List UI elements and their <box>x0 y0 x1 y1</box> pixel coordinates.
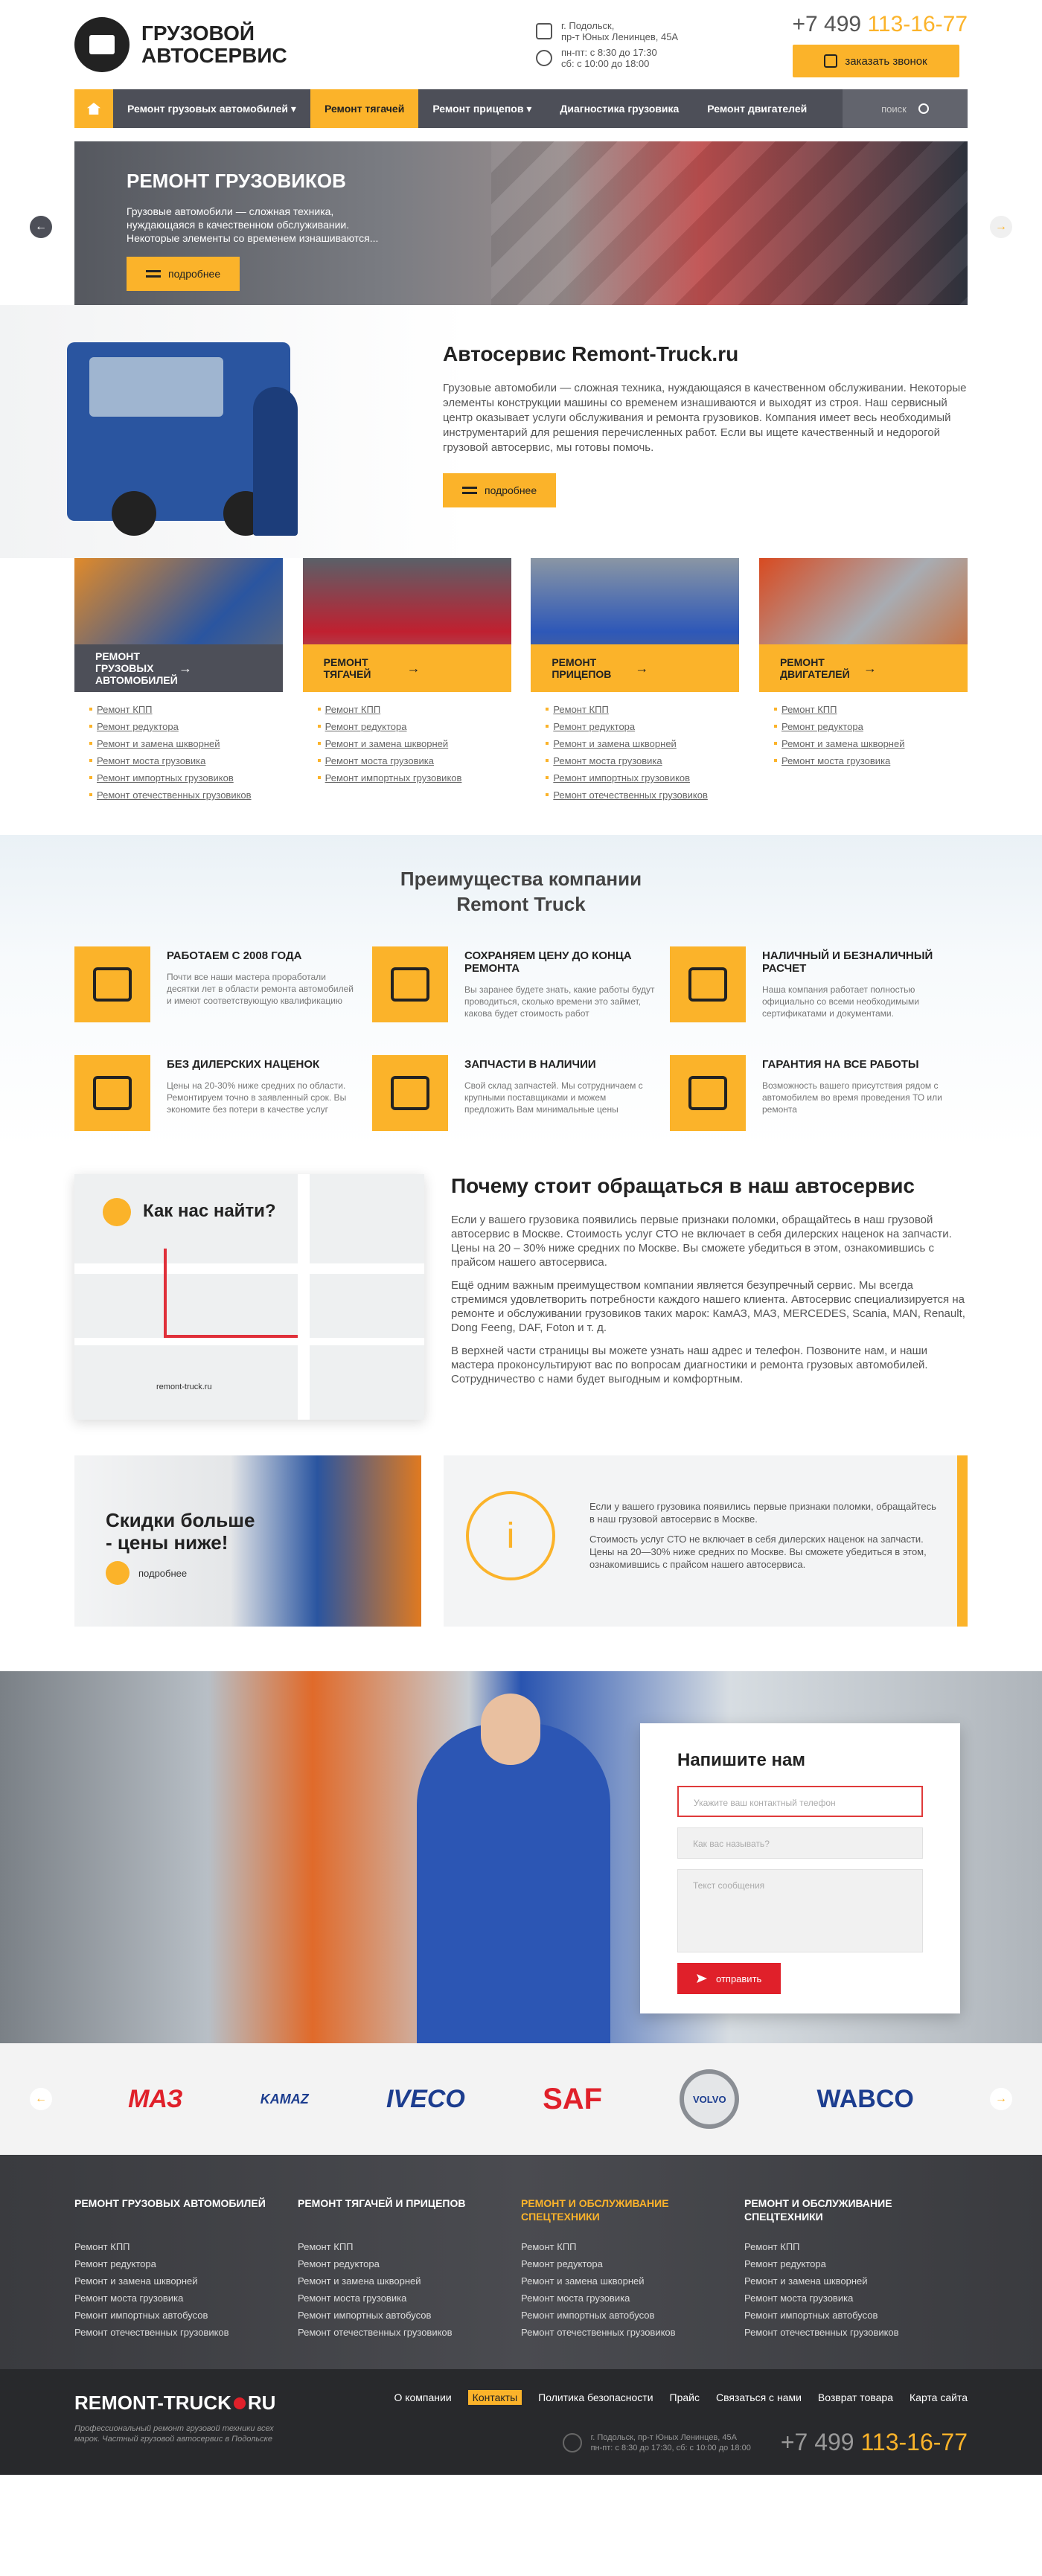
footer-link[interactable]: Ремонт КПП <box>744 2241 800 2252</box>
service-image[interactable] <box>303 558 511 692</box>
service-card <box>759 558 968 804</box>
service-link[interactable]: Ремонт КПП <box>774 701 968 718</box>
search-input[interactable]: поиск <box>843 89 968 128</box>
footer-link[interactable]: Ремонт моста грузовика <box>521 2293 630 2304</box>
advantages-title: Преимущества компании <box>400 868 642 890</box>
brand-volvo[interactable]: VOLVO <box>680 2069 739 2129</box>
building-icon <box>536 23 552 39</box>
hours-saturday: сб: с 10:00 до 18:00 <box>561 58 650 69</box>
discount-more-link[interactable]: подробнее <box>106 1561 187 1585</box>
service-link[interactable]: Ремонт редуктора <box>774 718 968 735</box>
info-paragraph: Если у вашего грузовика появились первые признаки поломки, обращайтесь в наш грузовой автосервис в Москве. <box>589 1501 936 1525</box>
about-text: Грузовые автомобили — сложная техника, нуждающаяся в качественном обслуживании. Некоторые элементы конструкции машины со временем изнашиваются и выходят из строя. Наш сервисный центр оказывает услуги обслуживания и ремонта грузовиков. Компания имеет весь необходимый инструментарий для решения перечисленных работ. Если вы ищете качественный и недорогой грузовой автосервис, мы готовы помочь. <box>443 382 967 454</box>
location-pin-icon <box>563 2433 582 2452</box>
service-link[interactable]: Ремонт редуктора <box>89 718 283 735</box>
arrow-right-icon: → <box>635 660 649 676</box>
advantage-text: Вы заранее будете знать, какие работы будут проводиться, сколько времени это займет, какова будет стоимость работ <box>464 984 655 1019</box>
footer-tagline: Профессиональный ремонт грузовой техники всех марок. Частный грузовой автосервис в Подольске <box>74 2424 274 2444</box>
footer-link[interactable]: Ремонт КПП <box>298 2241 354 2252</box>
clock-icon <box>536 50 552 66</box>
footer-link[interactable]: Ремонт моста грузовика <box>298 2293 407 2304</box>
logo-line2: АВТОСЕРВИС <box>141 44 287 67</box>
footer-column <box>74 2197 298 2341</box>
advantage-title: БЕЗ ДИЛЕРСКИХ НАЦЕНОК <box>167 1058 320 1071</box>
hero-more-button[interactable]: подробнее <box>127 257 240 291</box>
hero-next-arrow[interactable]: → <box>990 216 1012 238</box>
piggy-bank-icon <box>74 1055 150 1131</box>
service-link[interactable]: Ремонт импортных грузовиков <box>546 769 739 786</box>
form-title: Напишите нам <box>677 1750 806 1770</box>
logo-line1: ГРУЗОВОЙ <box>141 22 255 45</box>
nav-item-engines[interactable]: Ремонт двигателей <box>707 103 808 115</box>
piston-icon <box>372 1055 448 1131</box>
card-payment-icon <box>670 946 746 1022</box>
about-title: Автосервис Remont-Truck.ru <box>443 342 739 365</box>
discount-title: Скидки больше <box>106 1509 255 1531</box>
footer-menu-item[interactable]: О компании <box>394 2391 452 2403</box>
list-arrow-icon <box>462 487 477 494</box>
about-more-button[interactable]: подробнее <box>443 473 556 507</box>
why-paragraph: В верхней части страницы вы можете узнать наш адрес и телефон. Позвоните нам, и наши мастера проконсультируют вас по вопросам диагностики и ремонта грузовых автомобилей. Сотрудничество с нами будет выгодным и комфортным. <box>451 1345 928 1385</box>
footer-link[interactable]: Ремонт импортных автобусов <box>74 2310 208 2321</box>
map-title: Как нас найти? <box>143 1201 276 1221</box>
footer-menu-item[interactable]: Карта сайта <box>910 2391 968 2403</box>
footer-menu-item[interactable]: Связаться с нами <box>716 2391 802 2403</box>
arrow-right-icon: → <box>863 660 877 676</box>
hero-slider <box>74 141 968 305</box>
footer-menu <box>387 2391 968 2405</box>
advantage-text: Цены на 20-30% ниже средних по области. Ремонтируем точно в заявленный срок. Вы экономите без потери в качестве услуг <box>167 1080 347 1115</box>
home-icon <box>87 103 100 115</box>
send-button[interactable]: отправить <box>677 1963 781 1994</box>
advantage-text: Свой склад запчастей. Мы сотрудничаем с крупными поставщиками и можем предложить Вам минимальные цены <box>464 1080 643 1115</box>
advantage-item <box>372 1055 670 1131</box>
message-field[interactable]: Текст сообщения <box>677 1869 923 1952</box>
footer-column-title: РЕМОНТ И ОБСЛУЖИВАНИЕ СПЕЦТЕХНИКИ <box>521 2197 669 2223</box>
service-link[interactable]: Ремонт и замена шкворней <box>318 735 511 752</box>
service-label[interactable]: РЕМОНТ ГРУЗОВЫХ АВТОМОБИЛЕЙ → <box>74 644 283 692</box>
footer-logo[interactable]: REMONT-TRUCK RU <box>74 2391 276 2414</box>
footer-link[interactable]: Ремонт редуктора <box>521 2258 603 2269</box>
footer-hours: пн-пт: с 8:30 до 17:30, сб: с 10:00 до 18:00 <box>590 2443 751 2452</box>
service-link[interactable]: Ремонт моста грузовика <box>774 752 968 769</box>
name-field[interactable]: Как вас называть? <box>677 1827 923 1859</box>
footer-column-title: РЕМОНТ ГРУЗОВЫХ АВТОМОБИЛЕЙ <box>74 2197 266 2209</box>
footer-link[interactable]: Ремонт редуктора <box>744 2258 826 2269</box>
footer-link[interactable]: Ремонт КПП <box>521 2241 577 2252</box>
service-image[interactable] <box>759 558 968 692</box>
brand-kamaz[interactable]: KAMAZ <box>260 2091 309 2106</box>
footer-link[interactable]: Ремонт и замена шкворней <box>744 2275 868 2287</box>
advantages-subtitle: Remont Truck <box>456 893 586 915</box>
hours-weekday: пн-пт: с 8:30 до 17:30 <box>561 47 657 58</box>
phone-icon <box>824 54 837 68</box>
footer-column <box>744 2197 968 2341</box>
advantage-text: Почти все наши мастера проработали десятки лет в области ремонта автомобилей и имеют соответствующую квалификацию <box>167 972 354 1006</box>
advantage-title: ГАРАНТИЯ НА ВСЕ РАБОТЫ <box>762 1058 919 1071</box>
site-header <box>74 0 968 89</box>
service-link[interactable]: Ремонт КПП <box>546 701 739 718</box>
mechanic-photo <box>417 1723 610 2043</box>
advantage-title: РАБОТАЕМ С 2008 ГОДА <box>167 949 302 962</box>
send-icon <box>697 1974 707 1983</box>
service-image[interactable] <box>531 558 739 692</box>
discount-section <box>74 1455 968 1627</box>
callback-button[interactable]: заказать звонок <box>793 45 959 77</box>
info-paragraph: Стоимость услуг СТО не включает в себя дилерских наценок на запчасти. Цены на 20—30% ниже средних по Москве. Вы сможете убедиться в этом, ознакомившись с прайсом нашего автосервиса. <box>589 1534 927 1570</box>
service-link[interactable]: Ремонт и замена шкворней <box>546 735 739 752</box>
advantage-item <box>670 946 968 1022</box>
why-section <box>74 1174 968 1427</box>
service-label[interactable]: РЕМОНТ ПРИЦЕПОВ → <box>531 644 739 692</box>
brand-iveco[interactable]: IVECO <box>386 2084 465 2113</box>
red-dot-icon <box>234 2397 246 2409</box>
logo[interactable] <box>74 17 536 72</box>
why-paragraph: Ещё одним важным преимуществом компании является безупречный сервис. Мы всегда стремимся удовлетворить потребности каждого нашего клиента. Автосервис специализируется на ремонте и обслуживании грузовиков таких марок: КамАЗ, МАЗ, MERCEDES, Scania, MAN, Renault, Dong Feeng, DAF, Foton и т. д. <box>451 1279 965 1334</box>
phone-field[interactable]: Укажите ваш контактный телефон <box>677 1786 923 1817</box>
service-card <box>531 558 739 804</box>
service-link[interactable]: Ремонт моста грузовика <box>546 752 739 769</box>
brands-prev-arrow[interactable]: ← <box>30 2088 52 2110</box>
brands-carousel <box>0 2043 1042 2155</box>
footer-menu-item[interactable]: Контакты <box>468 2390 522 2405</box>
city: г. Подольск, <box>561 20 615 31</box>
why-title: Почему стоит обращаться в наш автосервис <box>451 1174 915 1197</box>
footer-link[interactable]: Ремонт и замена шкворней <box>521 2275 645 2287</box>
contact-form <box>640 1723 960 2013</box>
nav-item-tractors[interactable]: Ремонт тягачей <box>310 89 418 128</box>
footer-column <box>298 2197 521 2341</box>
map-pin-icon <box>103 1198 131 1226</box>
footer-link[interactable]: Ремонт и замена шкворней <box>74 2275 198 2287</box>
footer-link[interactable]: Ремонт и замена шкворней <box>298 2275 421 2287</box>
hero-prev-arrow[interactable]: ← <box>30 216 52 238</box>
footer-bottom <box>0 2369 1042 2475</box>
service-link[interactable]: Ремонт редуктора <box>318 718 511 735</box>
advantage-item <box>670 1055 968 1131</box>
footer-column-title: РЕМОНТ И ОБСЛУЖИВАНИЕ СПЕЦТЕХНИКИ <box>744 2197 892 2223</box>
service-link[interactable]: Ремонт моста грузовика <box>89 752 283 769</box>
why-paragraph: Если у вашего грузовика появились первые признаки поломки, обращайтесь в наш грузовой автосервис в Москве. Стоимость услуг СТО не включает в себя дилерских наценок на запчасти. Цены на 20 – 30% ниже средних по Москве. Вы сможете убедиться в этом, ознакомившись с прайсом нашего автосервиса. <box>451 1214 952 1269</box>
advantage-title: СОХРАНЯЕМ ЦЕНУ ДО КОНЦА РЕМОНТА <box>464 949 632 975</box>
list-arrow-icon <box>106 1561 130 1585</box>
service-link[interactable]: Ремонт редуктора <box>546 718 739 735</box>
service-link[interactable]: Ремонт КПП <box>89 701 283 718</box>
advantage-item <box>74 946 372 1022</box>
footer-link[interactable]: Ремонт отечественных грузовиков <box>74 2327 229 2338</box>
footer-link[interactable]: Ремонт редуктора <box>74 2258 156 2269</box>
footer-column-title: РЕМОНТ ТЯГАЧЕЙ И ПРИЦЕПОВ <box>298 2197 466 2209</box>
footer-link[interactable]: Ремонт импортных автобусов <box>298 2310 432 2321</box>
award-badge-icon <box>670 1055 746 1131</box>
service-card <box>74 558 283 804</box>
hero-title: РЕМОНТ ГРУЗОВИКОВ <box>127 170 346 192</box>
service-link[interactable]: Ремонт импортных грузовиков <box>318 769 511 786</box>
list-arrow-icon <box>146 270 161 278</box>
advantage-item <box>74 1055 372 1131</box>
nav-item-trailers[interactable]: Ремонт прицепов ▾ <box>432 102 532 115</box>
footer-link[interactable]: Ремонт моста грузовика <box>744 2293 854 2304</box>
arrow-right-icon: → <box>406 660 421 676</box>
brand-maz[interactable]: МАЗ <box>128 2084 183 2113</box>
nav-item-diagnostics[interactable]: Диагностика грузовика <box>560 103 680 115</box>
mechanic-image <box>253 387 298 536</box>
footer-link[interactable]: Ремонт моста грузовика <box>74 2293 184 2304</box>
site-footer <box>0 2155 1042 2369</box>
footer-menu-item[interactable]: Прайс <box>669 2391 700 2403</box>
footer-link[interactable]: Ремонт импортных автобусов <box>744 2310 878 2321</box>
service-label[interactable]: РЕМОНТ ДВИГАТЕЛЕЙ → <box>759 644 968 692</box>
footer-link[interactable]: Ремонт редуктора <box>298 2258 380 2269</box>
service-link[interactable]: Ремонт и замена шкворней <box>774 735 968 752</box>
contact-info <box>536 16 774 74</box>
scales-icon <box>372 946 448 1022</box>
footer-link[interactable]: Ремонт отечественных грузовиков <box>298 2327 453 2338</box>
service-link[interactable]: Ремонт отечественных грузовиков <box>546 786 739 804</box>
brand-wabco[interactable]: WABCO <box>816 2084 914 2113</box>
route-line <box>164 1249 298 1338</box>
calendar-icon <box>74 946 150 1022</box>
hero-text: Грузовые автомобили — сложная техника, нуждающаяся в качественном обслуживании. Некоторые элементы со временем изнашиваются... <box>127 205 379 244</box>
footer-link[interactable]: Ремонт отечественных грузовиков <box>521 2327 676 2338</box>
brands-next-arrow[interactable]: → <box>990 2088 1012 2110</box>
service-label[interactable]: РЕМОНТ ТЯГАЧЕЙ → <box>303 644 511 692</box>
footer-menu-item[interactable]: Возврат товара <box>817 2391 893 2403</box>
header-phone[interactable]: +7 499 113-16-77 <box>792 12 968 36</box>
address: пр-т Юных Ленинцев, 45А <box>561 31 679 42</box>
map-site-label: remont-truck.ru <box>156 1382 212 1391</box>
footer-menu-item[interactable]: Политика безопасности <box>538 2391 653 2403</box>
info-box <box>444 1455 968 1627</box>
nav-item-trucks[interactable]: Ремонт грузовых автомобилей ▾ <box>127 102 296 115</box>
contact-section <box>0 1671 1042 2043</box>
service-image[interactable] <box>74 558 283 692</box>
main-nav <box>74 89 968 128</box>
services-grid <box>74 558 968 804</box>
service-link[interactable]: Ремонт импортных грузовиков <box>89 769 283 786</box>
footer-column <box>521 2197 744 2341</box>
location-map[interactable] <box>74 1174 424 1420</box>
about-section <box>0 305 1042 558</box>
gear-truck-icon <box>74 17 130 72</box>
service-link[interactable]: Ремонт отечественных грузовиков <box>89 786 283 804</box>
footer-link[interactable]: Ремонт импортных автобусов <box>521 2310 655 2321</box>
footer-link[interactable]: Ремонт отечественных грузовиков <box>744 2327 899 2338</box>
brand-saf[interactable]: SAF <box>543 2082 603 2115</box>
search-icon[interactable] <box>918 103 929 114</box>
advantage-title: НАЛИЧНЫЙ И БЕЗНАЛИЧНЫЙ РАСЧЕТ <box>762 949 933 975</box>
service-link[interactable]: Ремонт КПП <box>318 701 511 718</box>
footer-phone[interactable]: +7 499 113-16-77 <box>780 2429 968 2455</box>
service-link[interactable]: Ремонт и замена шкворней <box>89 735 283 752</box>
advantage-title: ЗАПЧАСТИ В НАЛИЧИИ <box>464 1058 596 1071</box>
discount-banner[interactable] <box>74 1455 421 1627</box>
home-button[interactable] <box>74 89 113 128</box>
advantage-item <box>372 946 670 1022</box>
service-link[interactable]: Ремонт моста грузовика <box>318 752 511 769</box>
footer-address: г. Подольск, пр-т Юных Ленинцев, 45А <box>590 2432 737 2442</box>
advantage-text: Наша компания работает полностью официально со всеми необходимыми сертификатами и документами. <box>762 984 919 1019</box>
info-icon: i <box>466 1491 555 1580</box>
arrow-right-icon: → <box>179 660 192 676</box>
service-card <box>303 558 511 804</box>
discount-subtitle: - цены ниже! <box>106 1531 228 1554</box>
footer-link[interactable]: Ремонт КПП <box>74 2241 130 2252</box>
advantages-section <box>0 835 1042 1147</box>
advantage-text: Возможность вашего присутствия рядом с автомобилем во время проведения ТО или ремонта <box>762 1080 942 1115</box>
